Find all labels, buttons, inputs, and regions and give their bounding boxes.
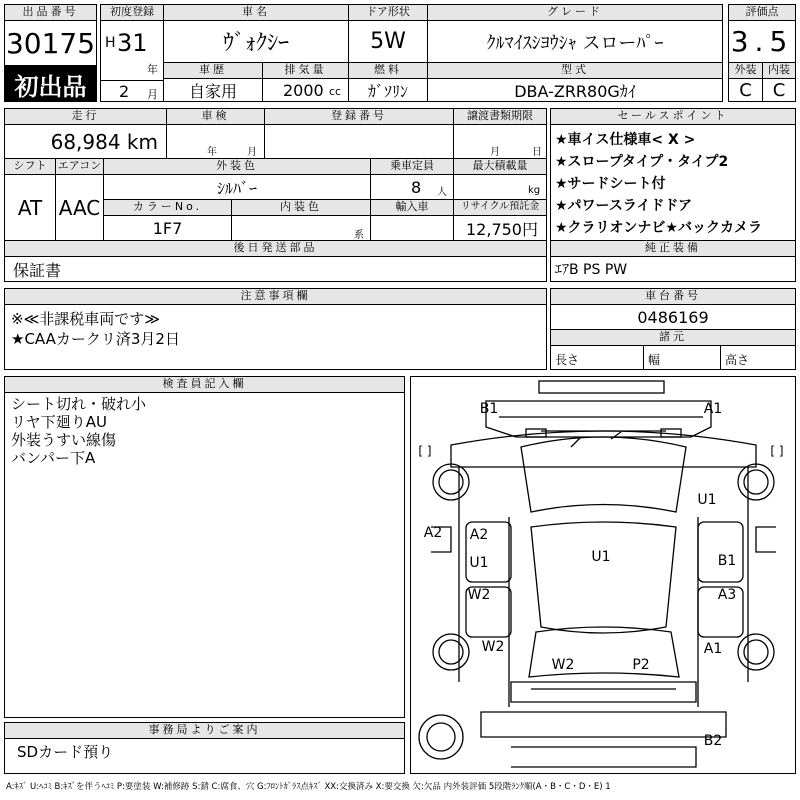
plate-cell [264,124,454,159]
mark-label: W2 [551,657,575,673]
car-diagram [410,376,796,774]
recycle: 12,750円 [453,215,547,241]
dims-title: 諸元 [550,329,796,346]
interior-unit: 系 [354,230,364,241]
selling-point: ★車イス仕様車< X > [555,132,696,148]
mark-label: A1 [703,641,723,657]
inspection-cell [166,124,265,159]
note-line: ※≪非課税車両です≫ [11,310,160,328]
cc-unit: cc [329,85,342,98]
length-label: 長さ [555,353,580,367]
history-label: 車歴 [163,62,263,79]
ac: AAC [55,174,104,241]
bracket-left: [ ] [418,444,432,458]
height-label: 高さ [725,353,750,367]
damage-marks [418,401,783,749]
car-diagram-svg [411,377,795,773]
legend: A:ｷｽﾞ U:ﾍｺﾐ B:ｷｽﾞを伴うﾍｺﾐ P:要塗装 W:補修跡 S:錆 C:腐食、穴 G:ﾌﾛﾝﾄｶﾞﾗｽ点ｷｽﾞ XX:交換済み X:要交換 欠:欠品 内外装評価 5段階ﾗﾝｸ順(A・B・C・D・E) 1 [6,782,611,792]
inspector-line: シート切れ・破れ小 [11,395,147,413]
mileage-label: 走行 [4,108,167,125]
transfer-label: 譲渡書類期限 [453,108,547,125]
selling-point: ★クラリオンナビ★バックカメラ [555,220,762,236]
reg-label: 初度登録 [100,4,164,21]
reg-month: 2 [119,82,130,101]
ext-label: 外装 [728,62,763,79]
import-label: 輸入車 [370,199,454,216]
displacement: 2000 [283,81,324,100]
score-label: 評価点 [728,4,796,21]
import-cell [370,215,454,241]
mark-label: U1 [697,492,717,508]
displacement-label: 排気量 [262,62,349,79]
reg-era: H [105,35,116,51]
mark-label: P2 [632,657,650,673]
selling-point: ★サードシート付 [555,176,666,192]
history: 自家用 [163,78,263,102]
recycle-label: リサイクル預託金 [453,199,547,216]
inspector-line: リヤ下廻りAU [11,413,107,431]
later-parts-label: 後日発送部品 [4,240,547,257]
notes-title: 注意事項欄 [4,288,547,305]
car-name: ｳﾞｫｸｼｰ [163,20,349,63]
load-label: 最大積載量 [453,158,547,175]
interior-cell [231,215,371,241]
length-cell [550,345,644,370]
reg-date [100,20,164,81]
mark-label: W2 [481,639,505,655]
seats: 8 [411,178,422,197]
mark-label: A1 [703,401,723,417]
shift: AT [4,174,56,241]
model-label: 型式 [427,62,723,79]
grade-label: グレード [427,4,723,21]
inspection-label: 車検 [166,108,265,125]
inspector-title: 検査員記入欄 [4,376,405,393]
inspection-month-unit: 月 [247,147,257,158]
inspector-line: 外装うすい線傷 [11,431,117,449]
ext-grade: C [728,78,763,102]
listing-number: 30175 [4,20,97,66]
later-parts: 保証書 [4,256,547,282]
mark-label: A3 [717,587,737,603]
selling-point: ★パワースライドドア [555,198,693,214]
inspection-year-unit: 年 [207,147,217,158]
grade: ｸﾙﾏｲｽｼﾖｳｼｬ スローﾊﾟｰ [427,20,723,63]
note-line: ★CAAカークリ済3月2日 [11,330,180,348]
chassis-title: 車台番号 [550,288,796,305]
width-cell [643,345,721,370]
office-text: SDカード預り [4,738,405,774]
selling-points [550,124,796,241]
transfer-month-unit: 月 [490,147,500,158]
seats-label: 乗車定員 [370,158,454,175]
height-cell [720,345,796,370]
mark-label: W2 [467,587,491,603]
mark-label: A2 [423,525,443,541]
mark-label: B2 [703,733,723,749]
load-unit: kg [528,185,541,196]
standard-equipment-title: 純正装備 [550,240,796,257]
listing-number-label: 出品番号 [4,4,97,21]
seats-cell [370,174,454,200]
model: DBA-ZRR80Gｶｲ [427,78,723,102]
door-type: 5W [348,20,428,63]
first-listing-badge: 初出品 [4,66,97,102]
selling-points-title: セールスポイント [550,108,796,125]
notes [4,304,547,370]
office-title: 事務局よりご案内 [4,722,405,739]
selling-point: ★スロープタイプ・タイプ2 [555,154,729,170]
color-no: 1F7 [103,215,232,241]
shift-label: シフト [4,158,56,175]
load-cell [453,174,547,200]
int-label: 内装 [762,62,796,79]
reg-month-cell [100,80,164,102]
name-label: 車名 [163,4,349,21]
mark-label: B1 [717,553,737,569]
fuel-label: 燃料 [348,62,428,79]
door-label: ドア形状 [348,4,428,21]
standard-equipment: ｴｱB PS PW [550,256,796,282]
inspector-line: バンパー下A [11,449,96,467]
mileage: 68,984 km [4,124,167,159]
seats-unit: 人 [437,187,447,198]
width-label: 幅 [648,353,661,367]
score: 3.5 [728,20,796,63]
bracket-right: [ ] [770,444,784,458]
transfer-day-unit: 日 [532,147,542,158]
ac-label: エアコン [55,158,104,175]
displacement-cell [262,78,349,102]
mark-label: U1 [591,549,611,565]
mark-label: U1 [469,555,489,571]
color: ｼﾙﾊﾞｰ [103,174,371,200]
transfer-cell [453,124,547,159]
color-label: 外装色 [103,158,371,175]
int-grade: C [762,78,796,102]
year-unit: 年 [147,63,158,76]
plate-label: 登録番号 [264,108,454,125]
chassis-number: 0486169 [550,304,796,330]
mark-label: A2 [469,527,489,543]
inspector-notes [4,392,405,718]
color-no-label: カラーNo. [103,199,232,216]
reg-year: 31 [117,29,148,57]
mark-label: B1 [479,401,499,417]
month-unit: 月 [147,88,158,101]
fuel: ｶﾞｿﾘﾝ [348,78,428,102]
interior-label: 内装色 [231,199,371,216]
